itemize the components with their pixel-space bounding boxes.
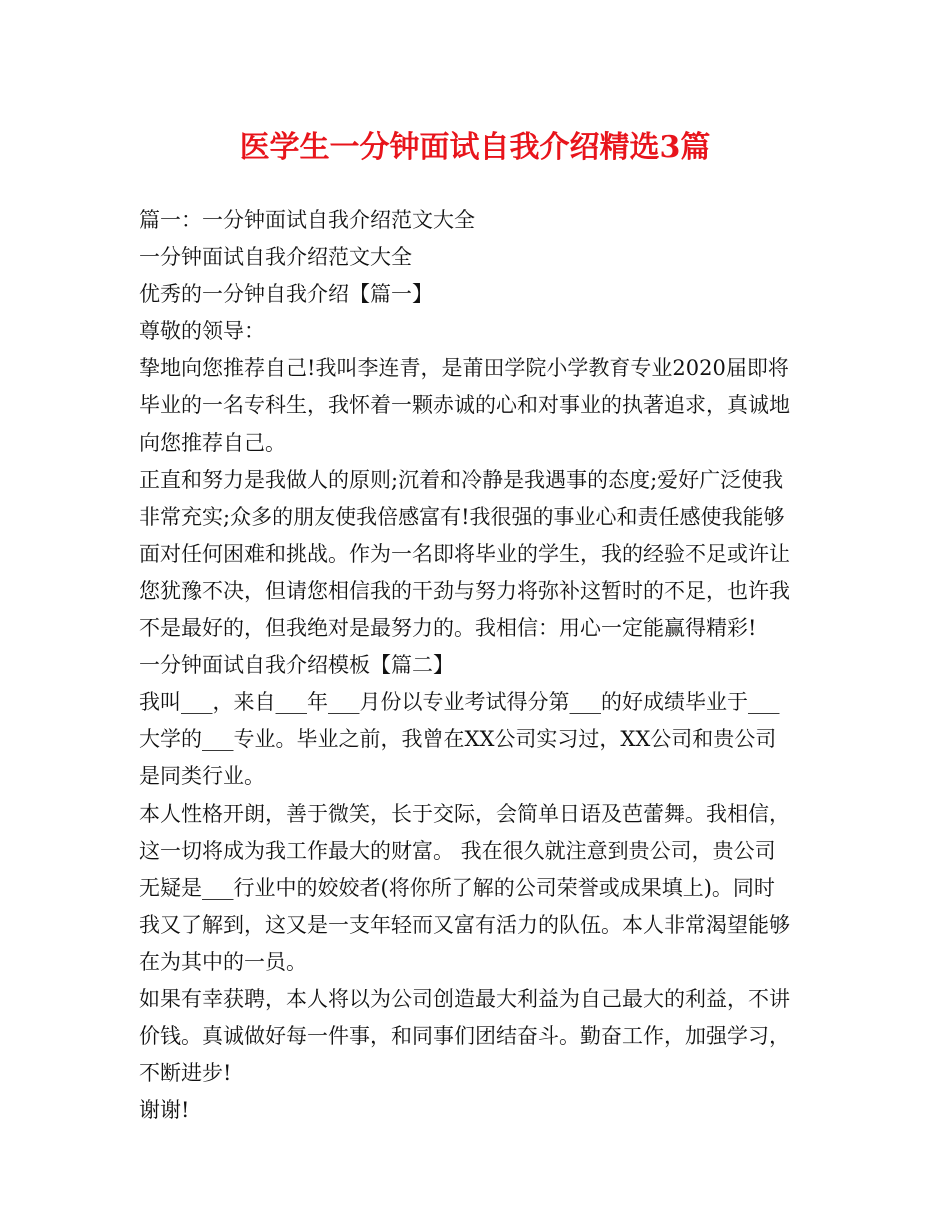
body-line: 是同类行业。 xyxy=(139,764,265,789)
body-line: 无疑是___行业中的姣姣者(将你所了解的公司荣誉或成果填上)。同时 xyxy=(139,875,775,900)
body-line: 如果有幸获聘，本人将以为公司创造最大利益为自己最大的利益，不讲 xyxy=(139,986,790,1011)
body-line: 向您推荐自己。 xyxy=(139,430,286,455)
body-line: 非常充实;众多的朋友使我倍感富有!我很强的事业心和责任感使我能够 xyxy=(139,504,785,529)
body-line: 面对任何困难和挑战。作为一名即将毕业的学生，我的经验不足或许让 xyxy=(139,541,790,566)
body-line: 篇一：一分钟面试自我介绍范文大全 xyxy=(139,208,475,232)
body-line: 本人性格开朗，善于微笑，长于交际，会简单日语及芭蕾舞。我相信， xyxy=(139,801,790,826)
body-line: 价钱。真诚做好每一件事，和同事们团结奋斗。勤奋工作，加强学习， xyxy=(139,1024,790,1049)
body-line: 不是最好的，但我绝对是最努力的。我相信：用心一定能赢得精彩! xyxy=(139,616,757,641)
body-line: 在为其中的一员。 xyxy=(139,949,307,974)
body-line: 挚地向您推荐自己!我叫李连青，是莆田学院小学教育专业2020届即将 xyxy=(139,356,789,381)
document-body xyxy=(139,202,819,1129)
body-line: 优秀的一分钟自我介绍【篇一】 xyxy=(139,282,433,307)
body-line: 这一切将成为我工作最大的财富。 我在很久就注意到贵公司，贵公司 xyxy=(139,838,776,863)
body-line: 毕业的一名专科生，我怀着一颗赤诚的心和对事业的执著追求，真诚地 xyxy=(139,393,790,418)
body-line: 不断进步! xyxy=(139,1061,232,1086)
body-line: 您犹豫不决，但请您相信我的干劲与努力将弥补这暂时的不足，也许我 xyxy=(139,578,790,603)
body-line: 我叫___，来自___年___月份以专业考试得分第___的好成绩毕业于___ xyxy=(139,690,780,715)
body-line: 谢谢! xyxy=(139,1098,190,1123)
body-line: 一分钟面试自我介绍模板【篇二】 xyxy=(139,653,454,678)
body-line: 一分钟面试自我介绍范文大全 xyxy=(139,245,412,270)
document-title: 医学生一分钟面试自我介绍精选3篇 xyxy=(239,130,711,165)
body-line: 尊敬的领导： xyxy=(139,319,265,344)
body-line: 正直和努力是我做人的原则;沉着和冷静是我遇事的态度;爱好广泛使我 xyxy=(139,467,784,492)
body-line: 大学的___专业。毕业之前，我曾在XX公司实习过，XX公司和贵公司 xyxy=(139,727,777,752)
body-line: 我又了解到，这又是一支年轻而又富有活力的队伍。本人非常渴望能够 xyxy=(139,912,790,937)
